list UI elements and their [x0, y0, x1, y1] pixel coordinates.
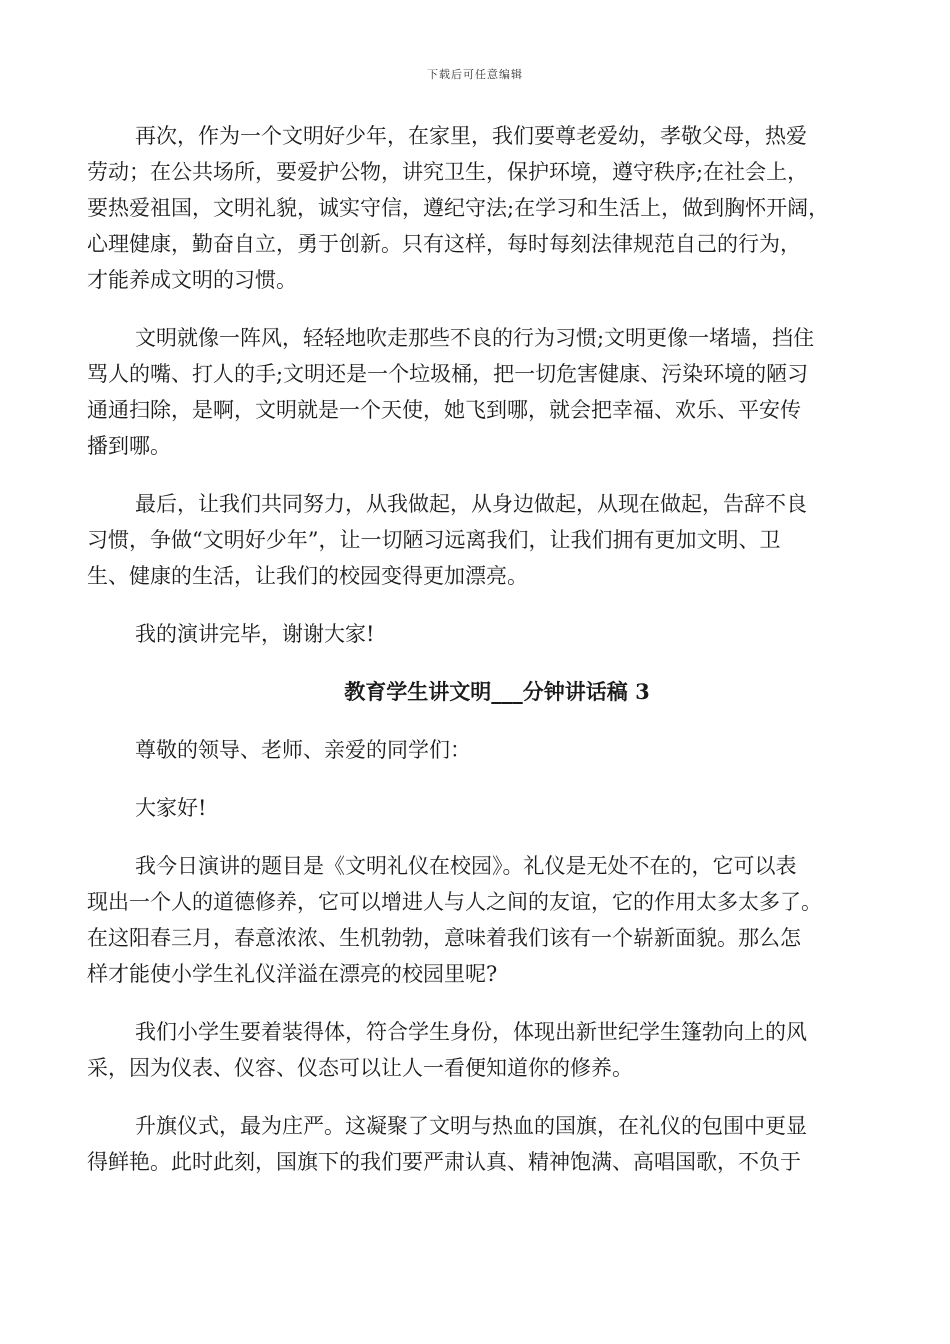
paragraph-finally: [87, 486, 877, 594]
paragraph-flag-ceremony: [87, 1108, 877, 1180]
text-line: 骂人的嘴、打人的手;文明还是一个垃圾桶，把一切危害健康、污染环境的陋习: [87, 362, 809, 386]
text-line: 播到哪。: [87, 434, 171, 458]
page-header: 下载后可任意编辑: [427, 68, 523, 81]
text-line: 在这阳春三月，春意浓浓、生机勃勃，意味着我们该有一个崭新面貌。那么怎: [87, 926, 801, 950]
text-line: 升旗仪式，最为庄严。这凝聚了文明与热血的国旗，在礼仪的包围中更显: [135, 1114, 807, 1138]
text-line: 劳动；在公共场所，要爱护公物，讲究卫生，保护环境，遵守秩序;在社会上，: [87, 160, 809, 184]
text-line: 采，因为仪表、仪容、仪态可以让人一看便知道你的修养。: [87, 1056, 633, 1080]
text-line: 习惯，争做“文明好少年”，让一切陋习远离我们，让我们拥有更加文明、卫: [87, 528, 781, 552]
paragraph-civilized-youth: [87, 118, 877, 298]
greeting: 大家好!: [135, 796, 207, 820]
text-line: 我们小学生要着装得体，符合学生身份，体现出新世纪学生篷勃向上的风: [135, 1020, 807, 1044]
text-line: 文明就像一阵风，轻轻地吹走那些不良的行为习惯;文明更像一堵墙，挡住: [135, 326, 815, 350]
paragraph-civilization-wind: [87, 320, 877, 464]
text-line: 心理健康，勤奋自立，勇于创新。只有这样，每时每刻法律规范自己的行为，: [87, 232, 801, 256]
text-line: 得鲜艳。此时此刻，国旗下的我们要严肃认真、精神饱满、高唱国歌，不负于: [87, 1150, 801, 1174]
text-line: 要热爱祖国，文明礼貌，诚实守信，遵纪守法;在学习和生活上，做到胸怀开阔，: [87, 196, 830, 220]
text-line: 再次，作为一个文明好少年，在家里，我们要尊老爱幼，孝敬父母，热爱: [135, 124, 807, 148]
salutation: 尊敬的领导、老师、亲爱的同学们：: [135, 738, 471, 762]
speech-closing: 我的演讲完毕，谢谢大家!: [135, 622, 375, 646]
paragraph-dress-code: [87, 1014, 877, 1086]
text-line: 生、健康的生活，让我们的校园变得更加漂亮。: [87, 564, 528, 588]
paragraph-speech-topic: [87, 848, 877, 992]
text-line: 通通扫除，是啊，文明就是一个天使，她飞到哪，就会把幸福、欢乐、平安传: [87, 398, 801, 422]
document-body: [87, 118, 877, 1202]
text-line: 现出一个人的道德修养，它可以增进人与人之间的友谊，它的作用太多太多了。: [87, 890, 822, 914]
text-line: 才能养成文明的习惯。: [87, 268, 297, 292]
text-line: 我今日演讲的题目是《文明礼仪在校园》。礼仪是无处不在的，它可以表: [135, 854, 797, 878]
text-line: 样才能使小学生礼仪洋溢在漂亮的校园里呢?: [87, 962, 498, 986]
section-title: 教育学生讲文明___分钟讲话稿 3: [344, 679, 650, 704]
text-line: 最后，让我们共同努力，从我做起，从身边做起，从现在做起，告辞不良: [135, 492, 807, 516]
